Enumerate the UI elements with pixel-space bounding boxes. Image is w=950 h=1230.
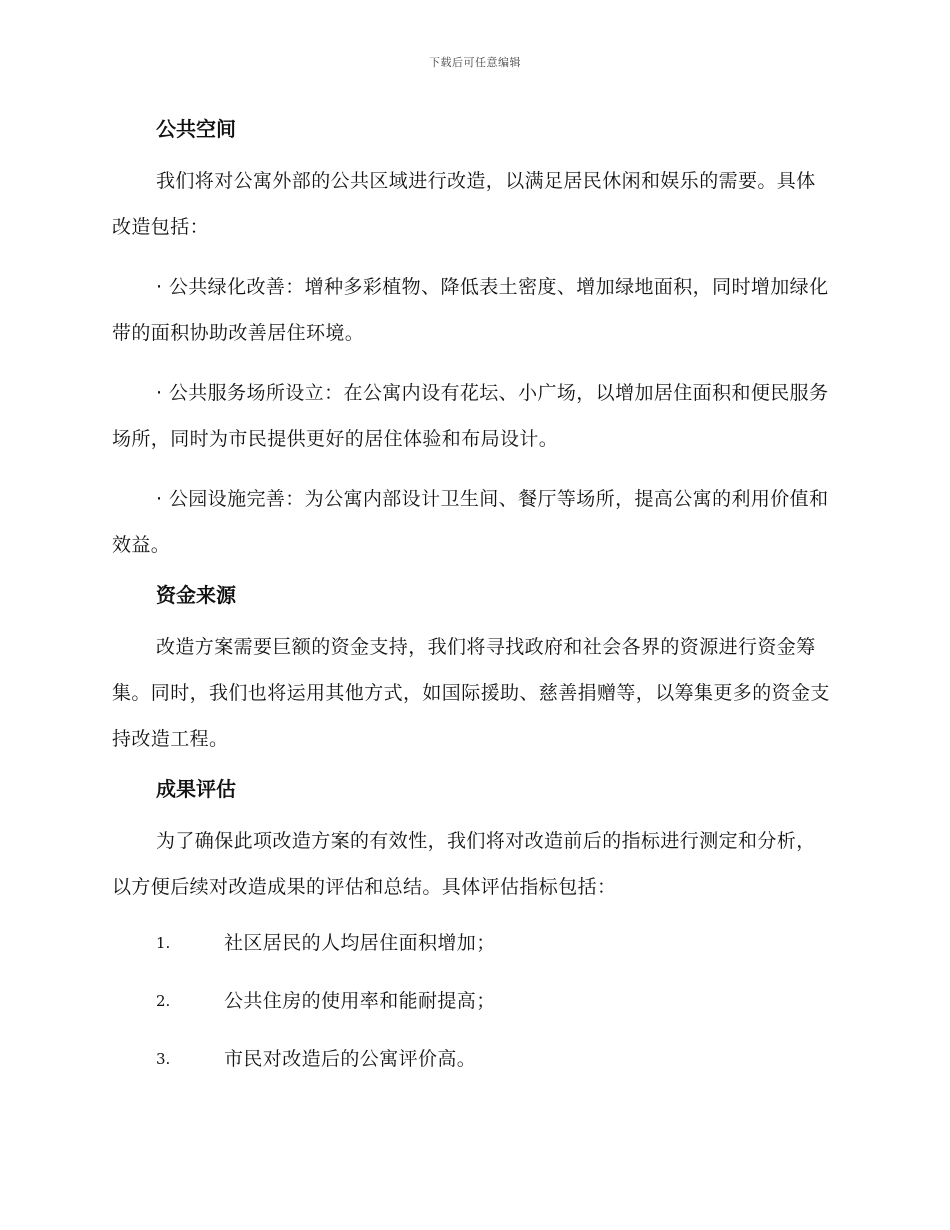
- bullet-item: · 公共服务场所设立：在公寓内设有花坛、小广场，以增加居住面积和便民服务场所，同时为市民提供更好的居住体验和布局设计。: [112, 382, 829, 450]
- list-item: [112, 986, 832, 1044]
- section-heading-evaluation: 成果评估: [156, 777, 236, 801]
- list-item: [112, 928, 832, 986]
- section-heading-public-space: 公共空间: [156, 117, 236, 141]
- header-note: 下载后可任意编辑: [429, 56, 521, 69]
- list-item: [112, 1044, 832, 1102]
- document-body: [112, 112, 832, 1102]
- list-number: 1.: [156, 934, 171, 952]
- bullet-item: · 公园设施完善：为公寓内部设计卫生间、餐厅等场所，提高公寓的利用价值和效益。: [112, 488, 829, 556]
- funding-body: 改造方案需要巨额的资金支持，我们将寻找政府和社会各界的资源进行资金筹集。同时，我们也将运用其他方式，如国际援助、慈善捐赠等，以筹集更多的资金支持改造工程。: [112, 636, 830, 750]
- list-text: 市民对改造后的公寓评价高。: [224, 1048, 477, 1070]
- public-space-intro: 我们将对公寓外部的公共区域进行改造，以满足居民休闲和娱乐的需要。具体改造包括：: [112, 170, 816, 238]
- list-number: 3.: [156, 1050, 171, 1068]
- section-heading-funding: 资金来源: [156, 583, 236, 607]
- bullet-item: · 公共绿化改善：增种多彩植物、降低表土密度、增加绿地面积，同时增加绿化带的面积协助改善居住环境。: [112, 276, 829, 344]
- list-text: 社区居民的人均居住面积增加；: [224, 932, 496, 954]
- evaluation-body: 为了确保此项改造方案的有效性，我们将对改造前后的指标进行测定和分析，以方便后续对改造成果的评估和总结。具体评估指标包括：: [112, 830, 816, 898]
- list-text: 公共住房的使用率和能耐提高；: [224, 990, 496, 1012]
- list-number: 2.: [156, 992, 171, 1010]
